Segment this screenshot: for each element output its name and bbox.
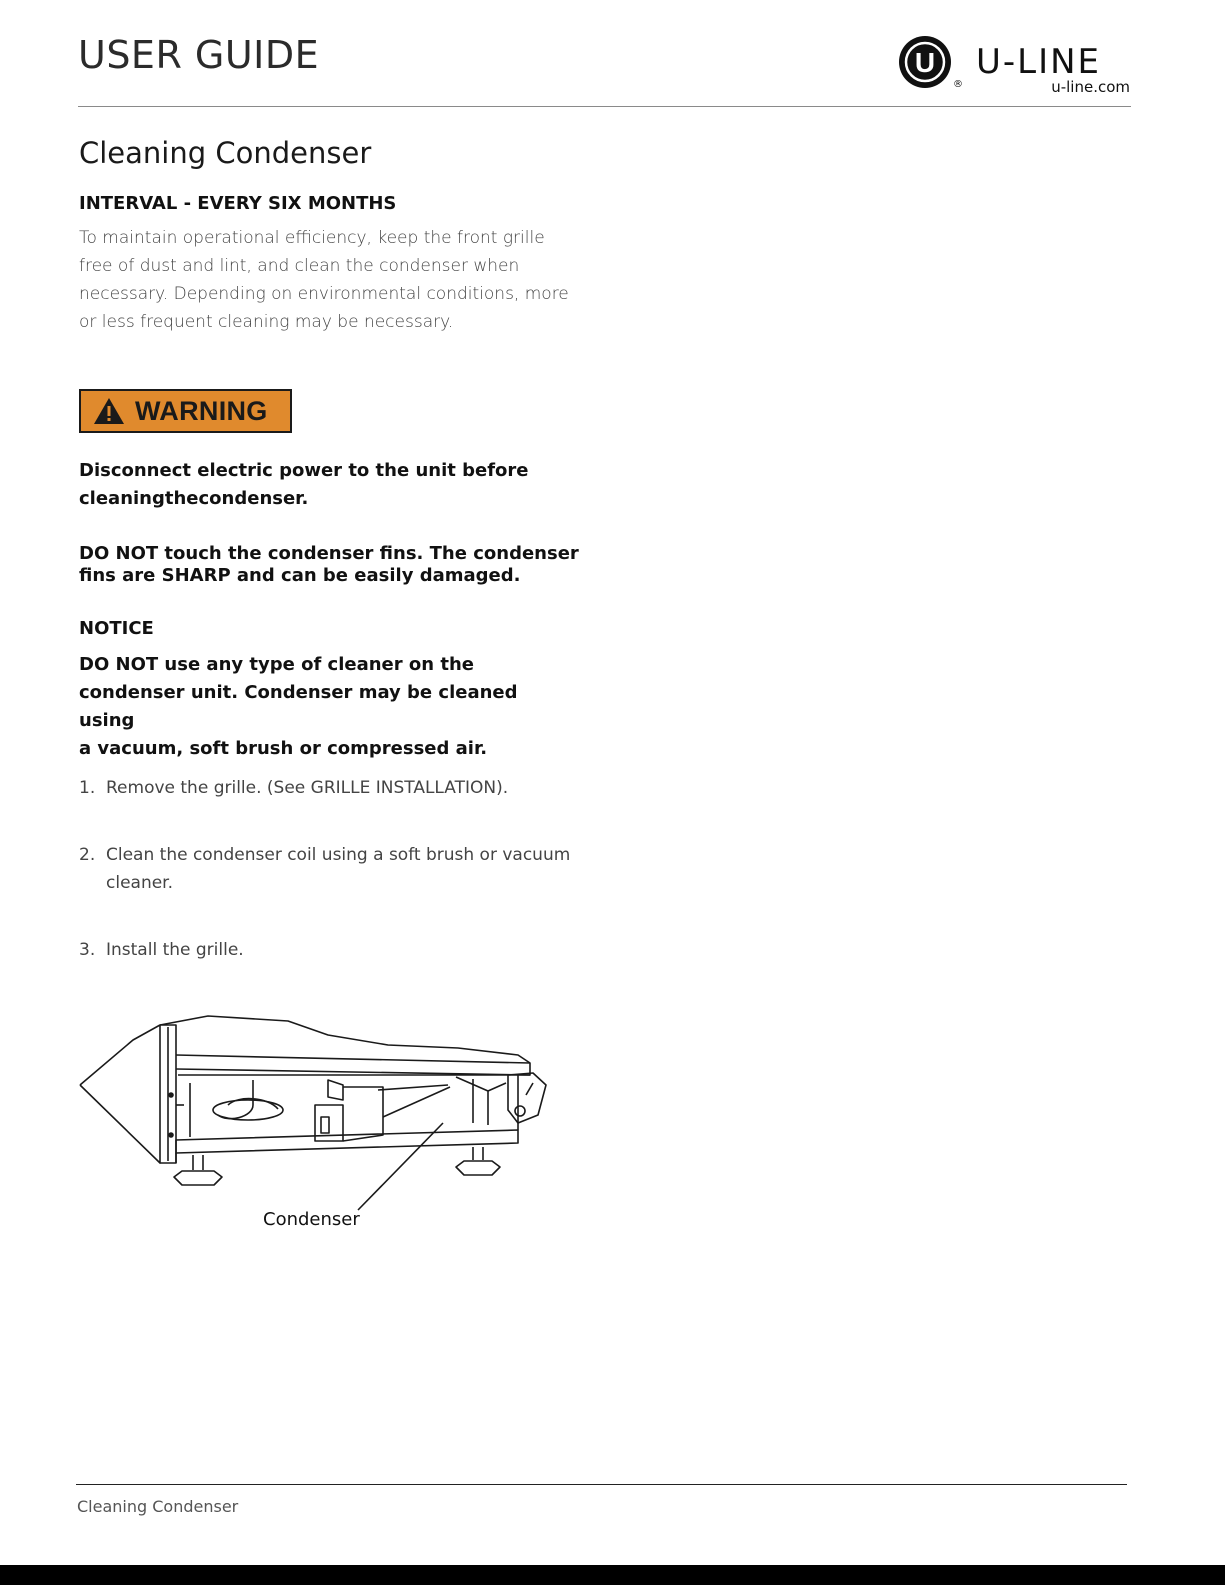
footer-divider: [76, 1484, 1127, 1485]
section-title: Cleaning Condenser: [79, 136, 372, 170]
step-number: 1.: [79, 778, 96, 798]
notice-heading: NOTICE: [79, 618, 154, 639]
steps-list: [79, 774, 579, 964]
logo-mark: U: [914, 47, 936, 78]
step-number: 2.: [79, 845, 96, 865]
notice-line: a vacuum, soft brush or compressed air.: [79, 738, 488, 759]
interval-heading: INTERVAL - EVERY SIX MONTHS: [79, 193, 397, 214]
header-divider: [78, 106, 1131, 107]
warning-banner: [79, 389, 292, 433]
step-text: Install the grille.: [106, 940, 244, 960]
step-item: [79, 774, 579, 802]
notice-line: DO NOT use any type of cleaner on the: [79, 654, 474, 675]
notice-message: [79, 651, 579, 763]
step-item: [79, 841, 579, 897]
intro-line: free of dust and lint, and clean the condenser when: [79, 256, 520, 276]
warning-message-fins: [79, 543, 579, 587]
intro-line: To maintain operational efficiency, keep the front grille: [79, 228, 545, 248]
logo-wordmark: U-LINE: [976, 42, 1102, 82]
step-item: [79, 936, 579, 964]
step-text: Clean the condenser coil using a soft brush or vacuum: [106, 845, 571, 865]
intro-line: or less frequent cleaning may be necessary.: [79, 312, 454, 332]
website-url: u-line.com: [1051, 78, 1130, 96]
page-bottom-bar: [0, 1565, 1225, 1585]
warning-line: Disconnect electric power to the unit before: [79, 460, 529, 481]
intro-line: necessary. Depending on environmental conditions, more: [79, 284, 569, 304]
intro-paragraph: [79, 224, 569, 336]
notice-line: condenser unit. Condenser may be cleaned using: [79, 682, 518, 731]
warning-triangle-icon: [93, 397, 125, 425]
warning-line: cleaningthecondenser.: [79, 488, 309, 509]
step-text: Remove the grille. (See GRILLE INSTALLATION).: [106, 778, 509, 798]
step-number: 3.: [79, 940, 96, 960]
figure-caption: Condenser: [263, 1209, 360, 1230]
warning-line: fins are SHARP and can be easily damaged.: [79, 565, 521, 586]
footer-section-name: Cleaning Condenser: [77, 1497, 239, 1516]
warning-message-power: [79, 457, 579, 513]
registered-mark: ®: [953, 79, 963, 90]
guide-title: USER GUIDE: [78, 33, 320, 77]
step-text: cleaner.: [106, 873, 174, 893]
warning-label: WARNING: [135, 395, 268, 426]
warning-line: DO NOT touch the condenser fins. The condenser: [79, 543, 579, 564]
